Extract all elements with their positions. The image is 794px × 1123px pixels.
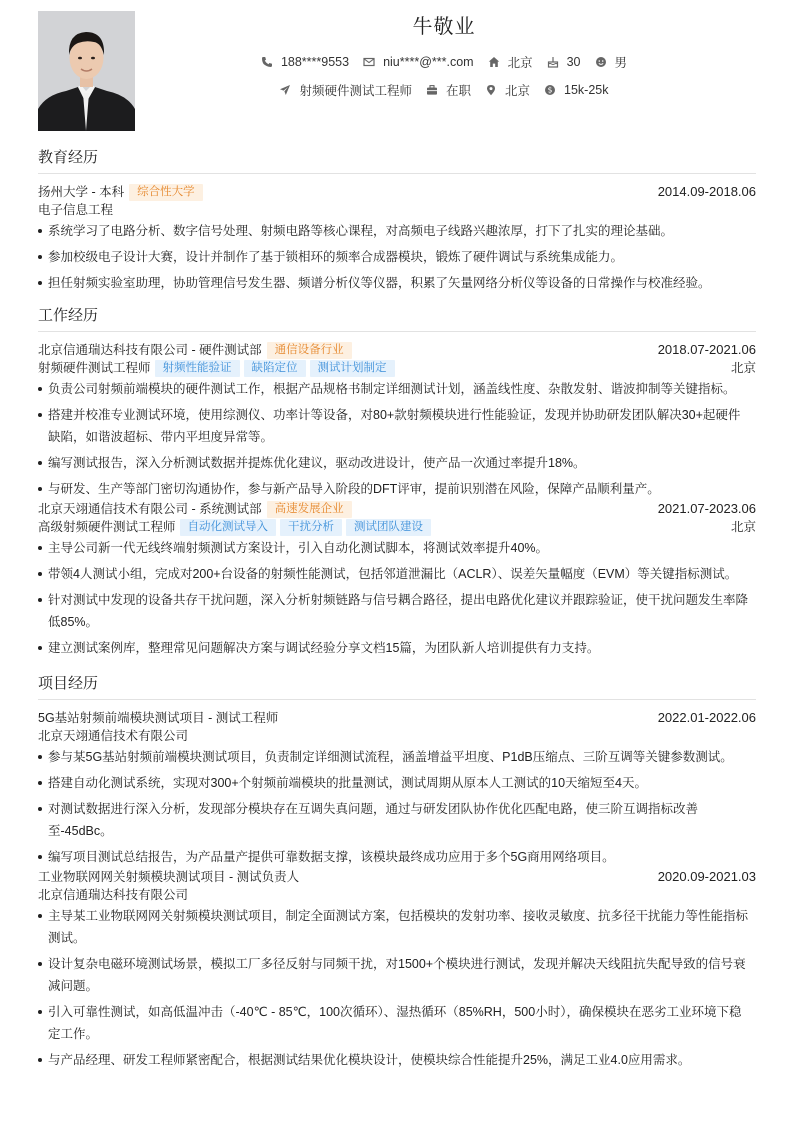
residence-city: 北京 <box>507 56 533 70</box>
list-item: 编写测试报告，深入分析测试数据并提炼优化建议，驱动改进设计，使产品一次通过率提升18%。 <box>38 452 756 474</box>
project-name: 工业物联网网关射频模块测试项目 - 测试负责人 <box>38 870 300 884</box>
project-date: 2020.09-2021.03 <box>657 869 756 884</box>
skill-tag: 干扰分析 <box>280 519 342 536</box>
section-title: 项目经历 <box>38 675 756 700</box>
list-item: 与研发、生产等部门密切沟通协作，参与新产品导入阶段的DFT评审，提前识别潜在风险，保障产品顺利量产。 <box>38 478 756 500</box>
list-item: 担任射频实验室助理，协助管理信号发生器、频谱分析仪等仪器，积累了矢量网络分析仪等设备的日常操作与校准经验。 <box>38 272 756 294</box>
expected-salary: 15k-25k <box>564 83 609 97</box>
briefcase-icon <box>426 84 438 96</box>
list-item: 设计复杂电磁环境测试场景，模拟工厂多径反射与同频干扰，对1500+个模块进行测试，发现并解决天线阻抗失配导致的信号衰减问题。 <box>38 953 756 997</box>
send-icon <box>279 84 291 96</box>
age-info <box>547 55 581 69</box>
project-company-line <box>38 886 756 904</box>
target-position-info <box>279 81 412 99</box>
project-entry-header <box>38 709 756 727</box>
work-entry <box>38 500 756 659</box>
target-city: 北京 <box>505 84 531 98</box>
work-date: 2018.07-2021.06 <box>657 342 756 357</box>
major-name: 电子信息工程 <box>38 203 114 217</box>
list-item: 搭建自动化测试系统，实现对300+个射频前端模块的批量测试，测试周期从原本人工测试的10天缩短至4天。 <box>38 772 756 794</box>
list-item: 参与某5G基站射频前端模块测试项目，负责制定详细测试流程，涵盖增益平坦度、P1dB压缩点、三阶互调等关键参数测试。 <box>38 746 756 768</box>
salary-icon <box>544 84 556 96</box>
school-name: 扬州大学 - 本科 <box>38 185 125 199</box>
education-entry-header <box>38 183 756 201</box>
work-date: 2021.07-2023.06 <box>657 501 756 516</box>
school-tag: 综合性大学 <box>129 184 203 201</box>
projects-section <box>38 675 756 1071</box>
skill-tag: 自动化测试导入 <box>180 519 277 536</box>
list-item: 参加校级电子设计大赛，设计并制作了基于锁相环的频率合成器模块，锻炼了硬件调试与系统集成能力。 <box>38 246 756 268</box>
candidate-name: 牛敬业 <box>412 16 476 38</box>
list-item: 主导某工业物联网网关射频模块测试项目，制定全面测试方案，包括模块的发射功率、接收灵敏度、抗多径干扰能力等性能指标测试。 <box>38 905 756 949</box>
work-city: 北京 <box>730 361 756 375</box>
education-date: 2014.09-2018.06 <box>657 184 756 199</box>
list-item: 建立测试案例库，整理常见问题解决方案与调试经验分享文档15篇，为团队新人培训提供有力支持。 <box>38 637 756 659</box>
salary-info <box>544 83 608 97</box>
role-title: 高级射频硬件测试工程师 <box>38 520 176 534</box>
target-city-info <box>485 81 530 99</box>
location-pin-icon <box>485 84 497 96</box>
project-entry <box>38 868 756 1071</box>
home-icon <box>488 56 500 68</box>
phone-icon <box>261 56 273 68</box>
gender-value: 男 <box>614 56 628 70</box>
company-name: 北京信通瑞达科技有限公司 - 硬件测试部 <box>38 343 262 357</box>
list-item: 引入可靠性测试，如高低温冲击（-40℃ - 85℃，100次循环）、湿热循环（85%RH，500小时），确保模块在恶劣工业环境下稳定工作。 <box>38 1001 756 1045</box>
list-item: 与产品经理、研发工程师紧密配合，根据测试结果优化模块设计，使模块综合性能提升25%，满足工业4.0应用需求。 <box>38 1049 756 1071</box>
project-date: 2022.01-2022.06 <box>657 710 756 725</box>
cake-icon <box>547 56 559 68</box>
work-section <box>38 307 756 659</box>
company-tag: 通信设备行业 <box>267 342 352 359</box>
gender-icon <box>595 56 607 68</box>
skill-tag: 缺陷定位 <box>244 360 306 377</box>
section-title: 工作经历 <box>38 307 756 332</box>
project-company: 北京天翊通信技术有限公司 <box>38 729 189 743</box>
project-company: 北京信通瑞达科技有限公司 <box>38 888 189 902</box>
gender-info <box>595 53 628 71</box>
job-intent-row <box>132 81 756 99</box>
role-title: 射频硬件测试工程师 <box>38 361 151 375</box>
education-section <box>38 149 756 294</box>
list-item: 对测试数据进行深入分析，发现部分模块存在互调失真问题，通过与研发团队协作优化匹配电路，使三阶互调指标改善至-45dBc。 <box>38 798 756 842</box>
mail-icon <box>363 56 375 68</box>
age-value: 30 <box>566 55 581 69</box>
phone-number: 188****9553 <box>280 55 350 69</box>
list-item: 带领4人测试小组，完成对200+台设备的射频性能测试，包括邻道泄漏比（ACLR）、误差矢量幅度（EVM）等关键指标测试。 <box>38 563 756 585</box>
skill-tag: 射频性能验证 <box>155 360 240 377</box>
list-item: 搭建并校准专业测试环境，使用综测仪、功率计等设备，对80+款射频模块进行性能验证，发现并协助研发团队解决30+起硬件缺陷，如谐波超标、带内平坦度异常等。 <box>38 404 756 448</box>
section-title: 教育经历 <box>38 149 756 174</box>
svg-text:$: $ <box>547 85 553 95</box>
work-bullets <box>38 378 756 500</box>
project-name: 5G基站射频前端模块测试项目 - 测试工程师 <box>38 711 279 725</box>
project-bullets <box>38 905 756 1071</box>
list-item: 主导公司新一代无线终端射频测试方案设计，引入自动化测试脚本，将测试效率提升40%。 <box>38 537 756 559</box>
job-status: 在职 <box>446 84 472 98</box>
major-line <box>38 201 756 219</box>
role-line <box>38 518 756 536</box>
list-item: 系统学习了电路分析、数字信号处理、射频电路等核心课程，对高频电子线路兴趣浓厚，打下了扎实的理论基础。 <box>38 220 756 242</box>
phone-info <box>261 55 349 69</box>
target-position: 射频硬件测试工程师 <box>299 84 412 98</box>
project-bullets <box>38 746 756 868</box>
work-entry-header <box>38 500 756 518</box>
company-name: 北京天翊通信技术有限公司 - 系统测试部 <box>38 502 262 516</box>
job-status-info <box>426 81 471 99</box>
residence-info <box>488 53 533 71</box>
work-entry-header <box>38 341 756 359</box>
work-entry <box>38 341 756 500</box>
work-city: 北京 <box>730 520 756 534</box>
project-entry-header <box>38 868 756 886</box>
list-item: 编写项目测试总结报告，为产品量产提供可靠数据支撑，该模块最终成功应用于多个5G商用网络项目。 <box>38 846 756 868</box>
list-item: 针对测试中发现的设备共存干扰问题，深入分析射频链路与信号耦合路径，提出电路优化建议并跟踪验证，使干扰问题发生率降低85%。 <box>38 589 756 633</box>
company-tag: 高速发展企业 <box>267 501 352 518</box>
role-line <box>38 359 756 377</box>
project-entry <box>38 709 756 868</box>
list-item: 负责公司射频前端模块的硬件测试工作，根据产品规格书制定详细测试计划，涵盖线性度、杂散发射、谐波抑制等关键指标。 <box>38 378 756 400</box>
project-company-line <box>38 727 756 745</box>
education-bullets <box>38 220 756 294</box>
email-info <box>363 55 474 69</box>
contact-info-row <box>132 53 756 71</box>
email-address: niu****@***.com <box>383 55 474 69</box>
skill-tag: 测试团队建设 <box>346 519 431 536</box>
work-bullets <box>38 537 756 659</box>
skill-tag: 测试计划制定 <box>310 360 395 377</box>
